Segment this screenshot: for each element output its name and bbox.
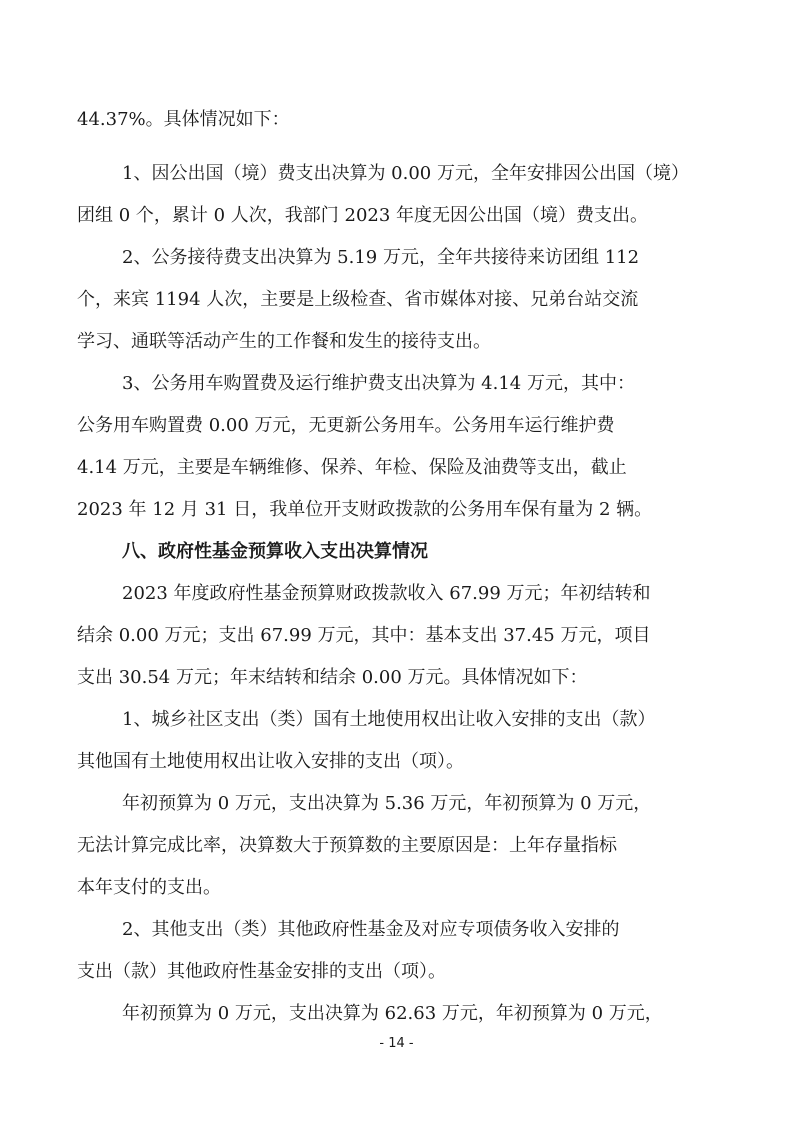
paragraph-line: 44.37%。具体情况如下： bbox=[77, 109, 290, 130]
page-number: - 14 - bbox=[379, 1036, 414, 1051]
section-heading: 八、政府性基金预算收入支出决算情况 bbox=[122, 541, 428, 562]
paragraph-line: 年初预算为 0 万元，支出决算为 5.36 万元，年初预算为 0 万元， bbox=[122, 793, 652, 814]
paragraph-line: 1、城乡社区支出（类）国有土地使用权出让收入安排的支出（款） bbox=[122, 709, 656, 730]
paragraph-line: 1、因公出国（境）费支出决算为 0.00 万元，全年安排因公出国（境） bbox=[122, 163, 689, 184]
paragraph-line: 无法计算完成比率，决算数大于预算数的主要原因是：上年存量指标 bbox=[77, 835, 617, 856]
paragraph-line: 团组 0 个，累计 0 人次，我部门 2023 年度无因公出国（境）费支出。 bbox=[77, 205, 649, 226]
paragraph-line: 支出（款）其他政府性基金安排的支出（项）。 bbox=[77, 961, 446, 982]
paragraph-line: 2、其他支出（类）其他政府性基金及对应专项债务收入安排的 bbox=[122, 919, 620, 940]
paragraph-line: 4.14 万元，主要是车辆维修、保养、年检、保险及油费等支出，截止 bbox=[77, 457, 627, 478]
paragraph-line: 个，来宾 1194 人次，主要是上级检查、省市媒体对接、兄弟台站交流 bbox=[77, 289, 639, 310]
paragraph-line: 3、公务用车购置费及运行维护费支出决算为 4.14 万元，其中： bbox=[122, 373, 635, 394]
paragraph-line: 支出 30.54 万元；年末结转和结余 0.00 万元。具体情况如下： bbox=[77, 667, 588, 688]
paragraph-line: 本年支付的支出。 bbox=[77, 877, 221, 898]
paragraph-line: 结余 0.00 万元；支出 67.99 万元，其中：基本支出 37.45 万元，项目 bbox=[77, 625, 651, 646]
paragraph-line: 年初预算为 0 万元，支出决算为 62.63 万元，年初预算为 0 万元， bbox=[122, 1003, 663, 1024]
paragraph-line: 2、公务接待费支出决算为 5.19 万元，全年共接待来访团组 112 bbox=[122, 247, 640, 268]
paragraph-line: 公务用车购置费 0.00 万元，无更新公务用车。公务用车运行维护费 bbox=[77, 415, 615, 436]
paragraph-line: 学习、通联等活动产生的工作餐和发生的接待支出。 bbox=[77, 331, 491, 352]
paragraph-line: 其他国有土地使用权出让收入安排的支出（项）。 bbox=[77, 751, 464, 772]
paragraph-line: 2023 年 12 月 31 日，我单位开支财政拨款的公务用车保有量为 2 辆。 bbox=[77, 499, 653, 520]
paragraph-line: 2023 年度政府性基金预算财政拨款收入 67.99 万元；年初结转和 bbox=[122, 583, 651, 604]
